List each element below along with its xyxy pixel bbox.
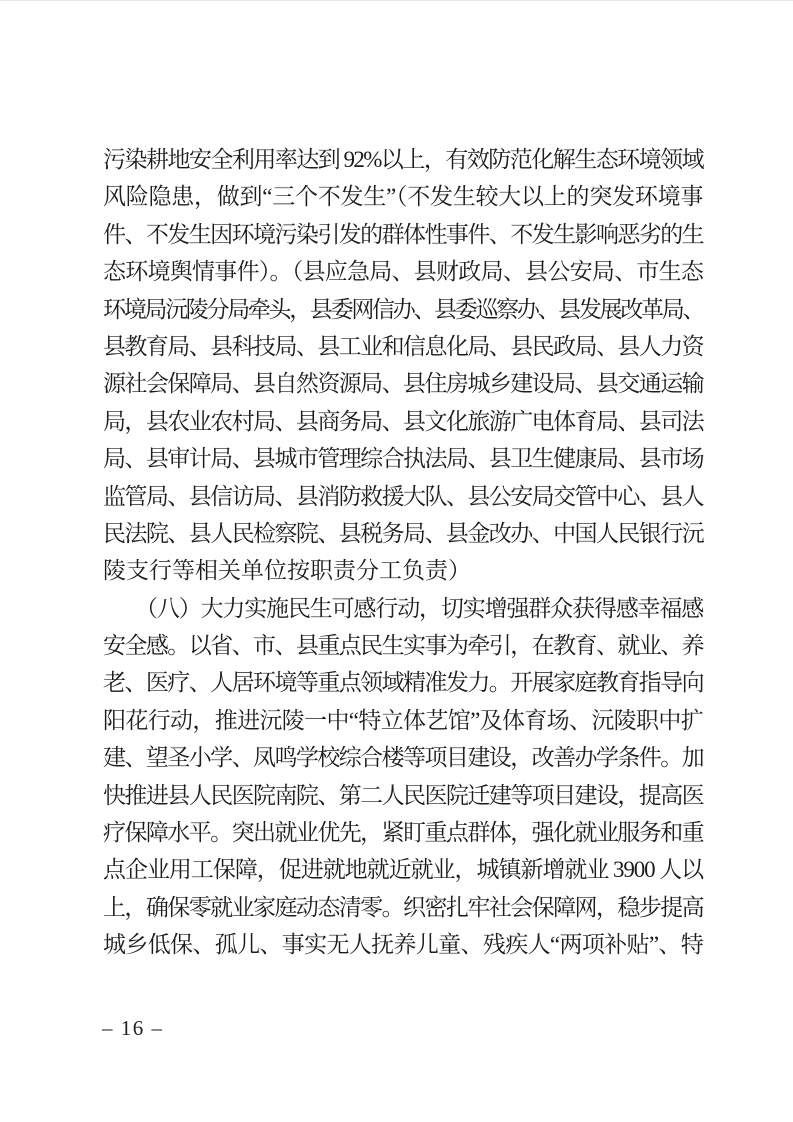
text-line: 疗保障水平。突出就业优先，紧盯重点群体，强化就业服务和重 <box>103 820 703 846</box>
document-page-body <box>103 141 703 964</box>
text-line: 民法院、县人民检察院、县税务局、县金改办、中国人民银行沅 <box>103 520 703 546</box>
text-line: 环境局沅陵分局牵头，县委网信办、县委巡察办、县发展改革局、 <box>103 296 703 322</box>
text-line: 局、县审计局、县城市管理综合执法局、县卫生健康局、县市场 <box>103 446 703 472</box>
text-line: 污染耕地安全利用率达到 92%以上，有效防范化解生态环境领域 <box>103 147 703 172</box>
text-line: 县教育局、县科技局、县工业和信息化局、县民政局、县人力资 <box>103 333 703 359</box>
text-line: 快推进县人民医院南院、第二人民医院迁建等项目建设，提高医 <box>103 782 703 808</box>
text-line: 监管局、县信访局、县消防救援大队、县公安局交管中心、县人 <box>103 483 703 509</box>
text-line: 阳花行动，推进沅陵一中“特立体艺馆”及体育场、沅陵职中扩 <box>103 707 703 733</box>
text-line: 城乡低保、孤儿、事实无人抚养儿童、残疾人“两项补贴”、特 <box>103 932 703 958</box>
text-line: 上，确保零就业家庭动态清零。织密扎牢社会保障网，稳步提高 <box>103 894 703 920</box>
text-line-paragraph-end: 陵支行等相关单位按职责分工负责） <box>103 558 471 584</box>
text-line: 安全感。以省、市、县重点民生实事为牵引，在教育、就业、养 <box>103 633 703 659</box>
text-line: 件、不发生因环境污染引发的群体性事件、不发生影响恶劣的生 <box>103 221 703 247</box>
text-line: 局，县农业农村局、县商务局、县文化旅游广电体育局、县司法 <box>103 408 703 434</box>
text-line: 风险隐患，做到“三个不发生”（不发生较大以上的突发环境事 <box>103 184 703 210</box>
text-line-paragraph-start: （八）大力实施民生可感行动，切实增强群众获得感幸福感 <box>135 595 703 621</box>
text-line: 老、医疗、人居环境等重点领域精准发力。开展家庭教育指导向 <box>103 670 703 696</box>
text-line: 态环境舆情事件）。（县应急局、县财政局、县公安局、市生态 <box>103 259 703 285</box>
text-line: 点企业用工保障，促进就地就近就业，城镇新增就业 3900 人以 <box>103 857 703 883</box>
text-line: 建、望圣小学、凤鸣学校综合楼等项目建设，改善办学条件。加 <box>103 745 703 771</box>
page-number: – 16 – <box>102 1016 164 1040</box>
text-line: 源社会保障局、县自然资源局、县住房城乡建设局、县交通运输 <box>103 371 703 397</box>
